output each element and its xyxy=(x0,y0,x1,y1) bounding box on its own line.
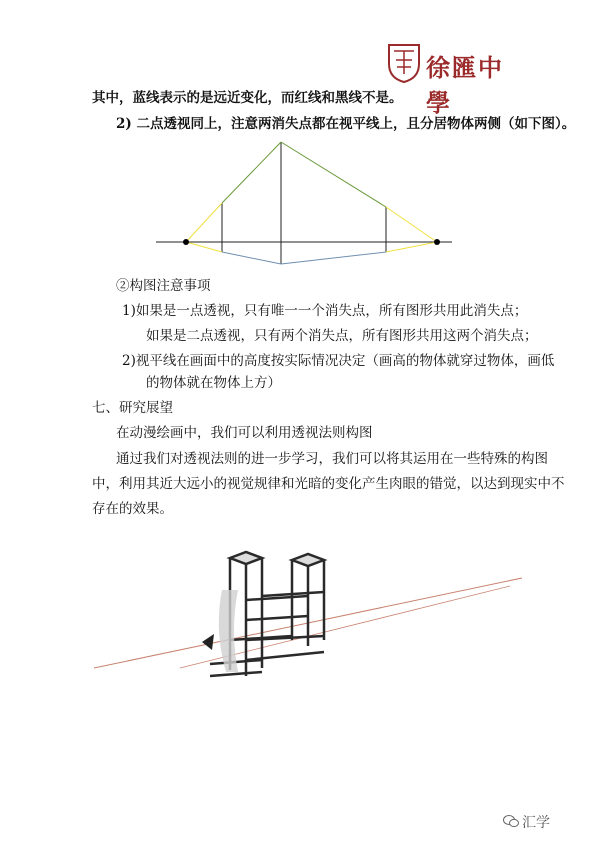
paragraph-line: 通过我们对透视法则的进一步学习，我们可以将其运用在一些特殊的构图 xyxy=(116,451,548,467)
paragraph-line: 2) 二点透视同上，注意两消失点都在视平线上，且分居物体两侧（如下图）。 xyxy=(116,116,576,132)
paragraph-line: 在动漫绘画中，我们可以利用透视法则构图 xyxy=(116,425,373,441)
paragraph-line: 的物体就在物体上方） xyxy=(146,375,281,391)
waterfall-shading xyxy=(219,590,238,672)
school-name: 徐匯中學 xyxy=(426,53,504,117)
section-heading: 七、研究展望 xyxy=(92,400,173,416)
watermark-text: 汇学 xyxy=(522,815,550,831)
figure-silhouette xyxy=(202,634,214,650)
paragraph-line: 中，利用其近大远小的视觉规律和光暗的变化产生肉眼的错觉，以达到现实中不 xyxy=(92,476,565,492)
paragraph-line: 1)如果是一点透视，只有唯一一个消失点，所有图形共用此消失点； xyxy=(122,303,528,319)
paragraph-line: 其中，蓝线表示的是远近变化，而红线和黑线不是。 xyxy=(92,90,403,106)
paragraph-line: 2)视平线在画面中的高度按实际情况决定（画高的物体就穿过物体，画低 xyxy=(122,353,555,369)
paragraph-line: 存在的效果。 xyxy=(92,501,173,517)
section-heading: ②构图注意事项 xyxy=(116,278,211,294)
wechat-icon xyxy=(503,814,519,828)
paragraph-line: 如果是二点透视，只有两个消失点，所有图形共用这两个消失点； xyxy=(146,328,538,344)
